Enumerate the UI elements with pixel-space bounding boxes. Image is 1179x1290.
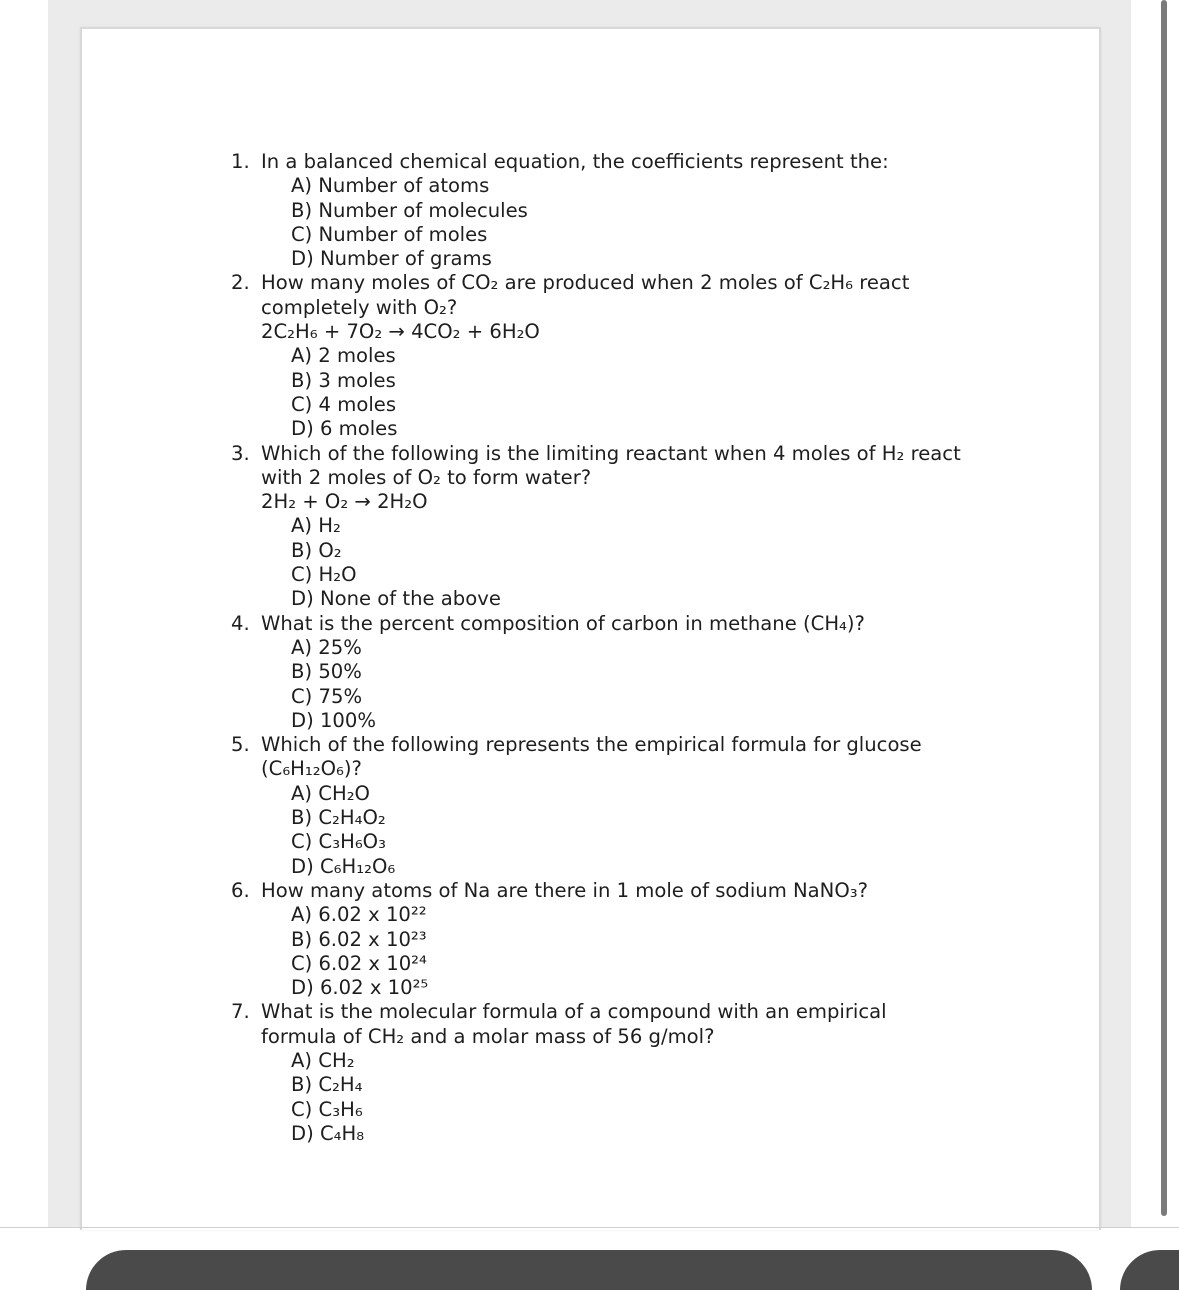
question-text: Which of the following is the limiting reactant when 4 moles of H₂ react [261, 441, 961, 465]
question-2 [231, 271, 1011, 441]
answer-option: C) 4 moles [291, 392, 397, 416]
answer-option: C) 6.02 x 10²⁴ [291, 951, 427, 975]
question-3 [231, 442, 1011, 612]
question-5 [231, 733, 1011, 879]
question-text: How many moles of CO₂ are produced when 2 moles of C₂H₆ react [261, 271, 910, 295]
answer-option: B) O₂ [291, 538, 342, 562]
chemical-equation: 2C₂H₆ + 7O₂ → 4CO₂ + 6H₂O [261, 320, 540, 344]
answer-option: D) Number of grams [291, 247, 492, 271]
answer-option: C) H₂O [291, 563, 357, 587]
question-text: (C₆H₁₂O₆)? [261, 757, 362, 781]
question-7 [231, 1000, 1011, 1146]
question-list [231, 150, 1011, 1146]
answer-option: B) Number of molecules [291, 198, 528, 222]
answer-option: C) C₃H₆O₃ [291, 830, 386, 854]
question-text: completely with O₂? [261, 295, 458, 319]
answer-option: D) C₆H₁₂O₆ [291, 854, 396, 878]
answer-option: A) H₂ [291, 514, 341, 538]
bottom-toolbar[interactable] [86, 1250, 1092, 1290]
question-number: 7. [231, 1000, 250, 1024]
answer-option: C) 75% [291, 684, 363, 708]
question-number: 3. [231, 441, 250, 465]
answer-option: B) C₂H₄ [291, 1073, 363, 1097]
answer-option: A) 25% [291, 635, 362, 659]
answer-option: D) C₄H₈ [291, 1121, 365, 1145]
question-number: 6. [231, 878, 250, 902]
question-text: with 2 moles of O₂ to form water? [261, 465, 592, 489]
question-text: How many atoms of Na are there in 1 mole of sodium NaNO₃? [261, 878, 869, 902]
answer-option: C) C₃H₆ [291, 1097, 363, 1121]
question-text: In a balanced chemical equation, the coefficients represent the: [261, 150, 889, 173]
question-number: 2. [231, 271, 250, 295]
question-text: Which of the following represents the empirical formula for glucose [261, 733, 922, 757]
question-number: 4. [231, 611, 250, 635]
answer-option: A) CH₂ [291, 1048, 355, 1072]
answer-option: C) Number of moles [291, 222, 488, 246]
question-text: formula of CH₂ and a molar mass of 56 g/mol? [261, 1024, 715, 1048]
scrollbar[interactable] [1161, 0, 1167, 1216]
answer-option: D) 6 moles [291, 417, 398, 441]
question-1 [231, 150, 1011, 271]
answer-option: D) 100% [291, 708, 376, 732]
question-text: What is the percent composition of carbon in methane (CH₄)? [261, 611, 865, 635]
answer-option: A) CH₂O [291, 781, 370, 805]
bottom-divider [0, 1227, 1179, 1228]
chemical-equation: 2H₂ + O₂ → 2H₂O [261, 490, 428, 514]
answer-option: B) C₂H₄O₂ [291, 806, 386, 830]
answer-option: A) 2 moles [291, 344, 396, 368]
question-4 [231, 612, 1011, 733]
answer-option: D) None of the above [291, 587, 501, 611]
answer-option: B) 50% [291, 660, 362, 684]
answer-option: B) 3 moles [291, 368, 396, 392]
answer-option: A) 6.02 x 10²² [291, 903, 427, 927]
question-6 [231, 879, 1011, 1000]
question-number: 5. [231, 733, 250, 757]
question-number: 1. [231, 150, 250, 173]
answer-option: D) 6.02 x 10²⁵ [291, 976, 429, 1000]
answer-option: B) 6.02 x 10²³ [291, 927, 427, 951]
question-text: What is the molecular formula of a compound with an empirical [261, 1000, 887, 1024]
bottom-toolbar-secondary[interactable] [1120, 1250, 1179, 1290]
answer-option: A) Number of atoms [291, 174, 490, 198]
